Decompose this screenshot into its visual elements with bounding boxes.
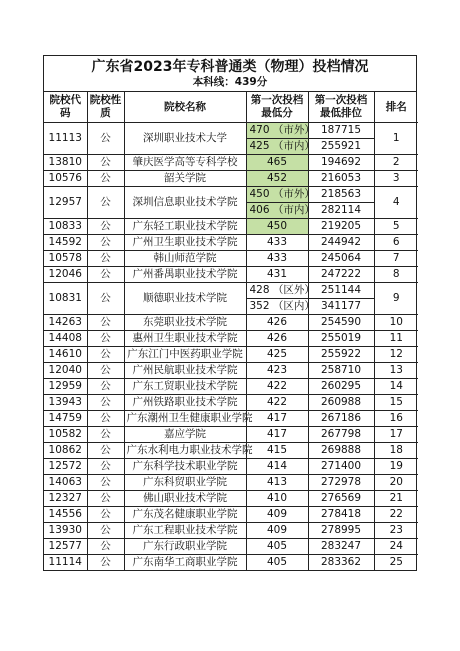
cell-min-score: 452 xyxy=(246,171,308,187)
cell-order: 8 xyxy=(374,267,418,283)
cell-min-rank: 247222 xyxy=(308,267,374,283)
cell-nature: 公 xyxy=(87,267,124,283)
cell-min-score: 352 （区内） xyxy=(246,299,308,315)
cell-order: 15 xyxy=(374,395,418,411)
header-min-score: 第一次投档最低分 xyxy=(246,92,308,123)
table-row xyxy=(44,363,418,379)
cell-name: 广东行政职业学院 xyxy=(124,539,246,555)
cell-min-score: 433 xyxy=(246,251,308,267)
title-block xyxy=(44,56,416,92)
cell-code: 10576 xyxy=(44,171,87,187)
cell-name: 广州卫生职业技术学院 xyxy=(124,235,246,251)
cell-min-rank: 254590 xyxy=(308,315,374,331)
table-row xyxy=(44,395,418,411)
cell-min-score: 426 xyxy=(246,331,308,347)
table-row xyxy=(44,523,418,539)
cell-min-score: 428 （区外） xyxy=(246,283,308,299)
cell-order: 14 xyxy=(374,379,418,395)
table-row xyxy=(44,427,418,443)
cell-code: 12040 xyxy=(44,363,87,379)
cell-min-score: 413 xyxy=(246,475,308,491)
table-row xyxy=(44,379,418,395)
table-row xyxy=(44,475,418,491)
cell-name: 嘉应学院 xyxy=(124,427,246,443)
cell-min-score: 417 xyxy=(246,427,308,443)
cell-nature: 公 xyxy=(87,555,124,571)
table-row xyxy=(44,539,418,555)
cell-nature: 公 xyxy=(87,427,124,443)
table-header-row xyxy=(44,92,418,123)
header-name: 院校名称 xyxy=(124,92,246,123)
table-row xyxy=(44,171,418,187)
cell-order: 20 xyxy=(374,475,418,491)
cell-code: 11114 xyxy=(44,555,87,571)
cell-min-score: 409 xyxy=(246,507,308,523)
cell-min-rank: 267798 xyxy=(308,427,374,443)
cell-name: 广州番禺职业技术学院 xyxy=(124,267,246,283)
cell-name: 东莞职业技术学院 xyxy=(124,315,246,331)
cell-name: 深圳职业技术大学 xyxy=(124,123,246,155)
cell-order: 10 xyxy=(374,315,418,331)
cell-name: 广东科贸职业学院 xyxy=(124,475,246,491)
cell-min-rank: 278418 xyxy=(308,507,374,523)
cell-nature: 公 xyxy=(87,443,124,459)
cell-nature: 公 xyxy=(87,539,124,555)
cell-nature: 公 xyxy=(87,395,124,411)
cell-min-score: 425 （市内） xyxy=(246,139,308,155)
cell-nature: 公 xyxy=(87,411,124,427)
cell-min-score: 410 xyxy=(246,491,308,507)
cell-order: 2 xyxy=(374,155,418,171)
cell-min-score: 406 （市内） xyxy=(246,203,308,219)
cell-order: 21 xyxy=(374,491,418,507)
table-row xyxy=(44,267,418,283)
cell-name: 广东江门中医药职业学院 xyxy=(124,347,246,363)
cell-min-score: 417 xyxy=(246,411,308,427)
table-row xyxy=(44,235,418,251)
cell-order: 12 xyxy=(374,347,418,363)
table-row xyxy=(44,187,418,203)
table-row xyxy=(44,555,418,571)
cell-code: 10578 xyxy=(44,251,87,267)
cell-order: 25 xyxy=(374,555,418,571)
table-row xyxy=(44,443,418,459)
cell-name: 广东工程职业技术学院 xyxy=(124,523,246,539)
cell-nature: 公 xyxy=(87,171,124,187)
cell-min-rank: 271400 xyxy=(308,459,374,475)
cell-order: 1 xyxy=(374,123,418,155)
table-row xyxy=(44,123,418,139)
cell-code: 14408 xyxy=(44,331,87,347)
admission-table-sheet xyxy=(43,55,417,571)
cell-order: 17 xyxy=(374,427,418,443)
cell-order: 18 xyxy=(374,443,418,459)
cell-nature: 公 xyxy=(87,235,124,251)
cell-code: 14610 xyxy=(44,347,87,363)
cell-name: 广州铁路职业技术学院 xyxy=(124,395,246,411)
cell-order: 4 xyxy=(374,187,418,219)
table-row xyxy=(44,459,418,475)
cell-code: 13930 xyxy=(44,523,87,539)
cell-code: 14592 xyxy=(44,235,87,251)
cell-name: 广东轻工职业技术学院 xyxy=(124,219,246,235)
cell-name: 韩山师范学院 xyxy=(124,251,246,267)
cell-nature: 公 xyxy=(87,491,124,507)
cell-code: 13810 xyxy=(44,155,87,171)
cell-nature: 公 xyxy=(87,523,124,539)
cell-code: 14063 xyxy=(44,475,87,491)
cell-min-rank: 341177 xyxy=(308,299,374,315)
cell-min-rank: 258710 xyxy=(308,363,374,379)
cell-nature: 公 xyxy=(87,283,124,315)
cell-code: 14759 xyxy=(44,411,87,427)
cell-order: 3 xyxy=(374,171,418,187)
cell-min-rank: 251144 xyxy=(308,283,374,299)
cell-name: 广东南华工商职业学院 xyxy=(124,555,246,571)
cell-code: 13943 xyxy=(44,395,87,411)
cell-min-score: 433 xyxy=(246,235,308,251)
cell-nature: 公 xyxy=(87,363,124,379)
cell-nature: 公 xyxy=(87,331,124,347)
cell-min-score: 409 xyxy=(246,523,308,539)
cell-code: 12572 xyxy=(44,459,87,475)
cell-nature: 公 xyxy=(87,315,124,331)
cell-order: 22 xyxy=(374,507,418,523)
cell-name: 广东工贸职业技术学院 xyxy=(124,379,246,395)
cell-code: 14263 xyxy=(44,315,87,331)
cell-order: 7 xyxy=(374,251,418,267)
table-row xyxy=(44,219,418,235)
cell-code: 10831 xyxy=(44,283,87,315)
cell-min-rank: 260988 xyxy=(308,395,374,411)
cell-min-score: 425 xyxy=(246,347,308,363)
cell-code: 10862 xyxy=(44,443,87,459)
cell-min-rank: 276569 xyxy=(308,491,374,507)
cell-code: 11113 xyxy=(44,123,87,155)
cell-code: 12577 xyxy=(44,539,87,555)
cell-order: 16 xyxy=(374,411,418,427)
cell-name: 肇庆医学高等专科学校 xyxy=(124,155,246,171)
table-row xyxy=(44,491,418,507)
cell-min-score: 465 xyxy=(246,155,308,171)
cell-nature: 公 xyxy=(87,475,124,491)
cell-nature: 公 xyxy=(87,379,124,395)
undergraduate-line-label: 本科线： xyxy=(192,76,235,88)
cell-order: 23 xyxy=(374,523,418,539)
cell-nature: 公 xyxy=(87,347,124,363)
header-nature: 院校性质 xyxy=(87,92,124,123)
cell-code: 10582 xyxy=(44,427,87,443)
cell-min-score: 414 xyxy=(246,459,308,475)
cell-min-rank: 187715 xyxy=(308,123,374,139)
cell-min-score: 422 xyxy=(246,379,308,395)
cell-nature: 公 xyxy=(87,459,124,475)
cell-name: 广东科学技术职业学院 xyxy=(124,459,246,475)
cell-min-rank: 283362 xyxy=(308,555,374,571)
cell-min-score: 405 xyxy=(246,555,308,571)
table-row xyxy=(44,251,418,267)
table-row xyxy=(44,155,418,171)
cell-min-rank: 267186 xyxy=(308,411,374,427)
cell-min-rank: 244942 xyxy=(308,235,374,251)
cell-name: 广东茂名健康职业学院 xyxy=(124,507,246,523)
table-row xyxy=(44,507,418,523)
cell-nature: 公 xyxy=(87,123,124,155)
cell-min-rank: 194692 xyxy=(308,155,374,171)
cell-order: 6 xyxy=(374,235,418,251)
cell-code: 12957 xyxy=(44,187,87,219)
cell-min-rank: 219205 xyxy=(308,219,374,235)
cell-min-rank: 245064 xyxy=(308,251,374,267)
cell-nature: 公 xyxy=(87,507,124,523)
table-row xyxy=(44,283,418,299)
cell-min-rank: 272978 xyxy=(308,475,374,491)
page-title: 广东省2023年专科普通类（物理）投档情况 xyxy=(91,59,369,75)
cell-name: 深圳信息职业技术学院 xyxy=(124,187,246,219)
cell-min-score: 470 （市外） xyxy=(246,123,308,139)
cell-min-rank: 282114 xyxy=(308,203,374,219)
cell-code: 12327 xyxy=(44,491,87,507)
cell-min-rank: 255921 xyxy=(308,139,374,155)
table-row xyxy=(44,331,418,347)
cell-min-rank: 255922 xyxy=(308,347,374,363)
cell-code: 12959 xyxy=(44,379,87,395)
cell-order: 9 xyxy=(374,283,418,315)
table-body xyxy=(44,123,418,571)
cell-min-score: 423 xyxy=(246,363,308,379)
undergraduate-line-score: 439分 xyxy=(234,76,268,88)
cell-name: 广东潮州卫生健康职业学院 xyxy=(124,411,246,427)
cell-min-rank: 255019 xyxy=(308,331,374,347)
cell-name: 广东水利电力职业技术学院 xyxy=(124,443,246,459)
admission-table xyxy=(44,92,418,570)
cell-order: 13 xyxy=(374,363,418,379)
cell-min-rank: 260295 xyxy=(308,379,374,395)
cell-code: 10833 xyxy=(44,219,87,235)
header-order: 排名 xyxy=(374,92,418,123)
cell-name: 惠州卫生职业技术学院 xyxy=(124,331,246,347)
header-min-rank: 第一次投档最低排位 xyxy=(308,92,374,123)
cell-code: 12046 xyxy=(44,267,87,283)
table-row xyxy=(44,347,418,363)
cell-min-rank: 269888 xyxy=(308,443,374,459)
cell-min-score: 415 xyxy=(246,443,308,459)
cell-nature: 公 xyxy=(87,219,124,235)
table-row xyxy=(44,411,418,427)
cell-nature: 公 xyxy=(87,187,124,219)
cell-order: 5 xyxy=(374,219,418,235)
cell-nature: 公 xyxy=(87,155,124,171)
cell-min-score: 422 xyxy=(246,395,308,411)
cell-code: 14556 xyxy=(44,507,87,523)
cell-order: 24 xyxy=(374,539,418,555)
cell-min-score: 450 （市外） xyxy=(246,187,308,203)
table-row xyxy=(44,315,418,331)
cell-name: 顺德职业技术学院 xyxy=(124,283,246,315)
cell-min-rank: 216053 xyxy=(308,171,374,187)
cell-nature: 公 xyxy=(87,251,124,267)
cell-min-score: 431 xyxy=(246,267,308,283)
cell-name: 广州民航职业技术学院 xyxy=(124,363,246,379)
header-code: 院校代码 xyxy=(44,92,87,123)
undergraduate-line xyxy=(44,76,416,91)
cell-order: 19 xyxy=(374,459,418,475)
cell-min-rank: 278995 xyxy=(308,523,374,539)
cell-min-score: 405 xyxy=(246,539,308,555)
cell-order: 11 xyxy=(374,331,418,347)
cell-min-score: 426 xyxy=(246,315,308,331)
cell-min-rank: 218563 xyxy=(308,187,374,203)
cell-min-score: 450 xyxy=(246,219,308,235)
cell-name: 韶关学院 xyxy=(124,171,246,187)
cell-min-rank: 283247 xyxy=(308,539,374,555)
cell-name: 佛山职业技术学院 xyxy=(124,491,246,507)
